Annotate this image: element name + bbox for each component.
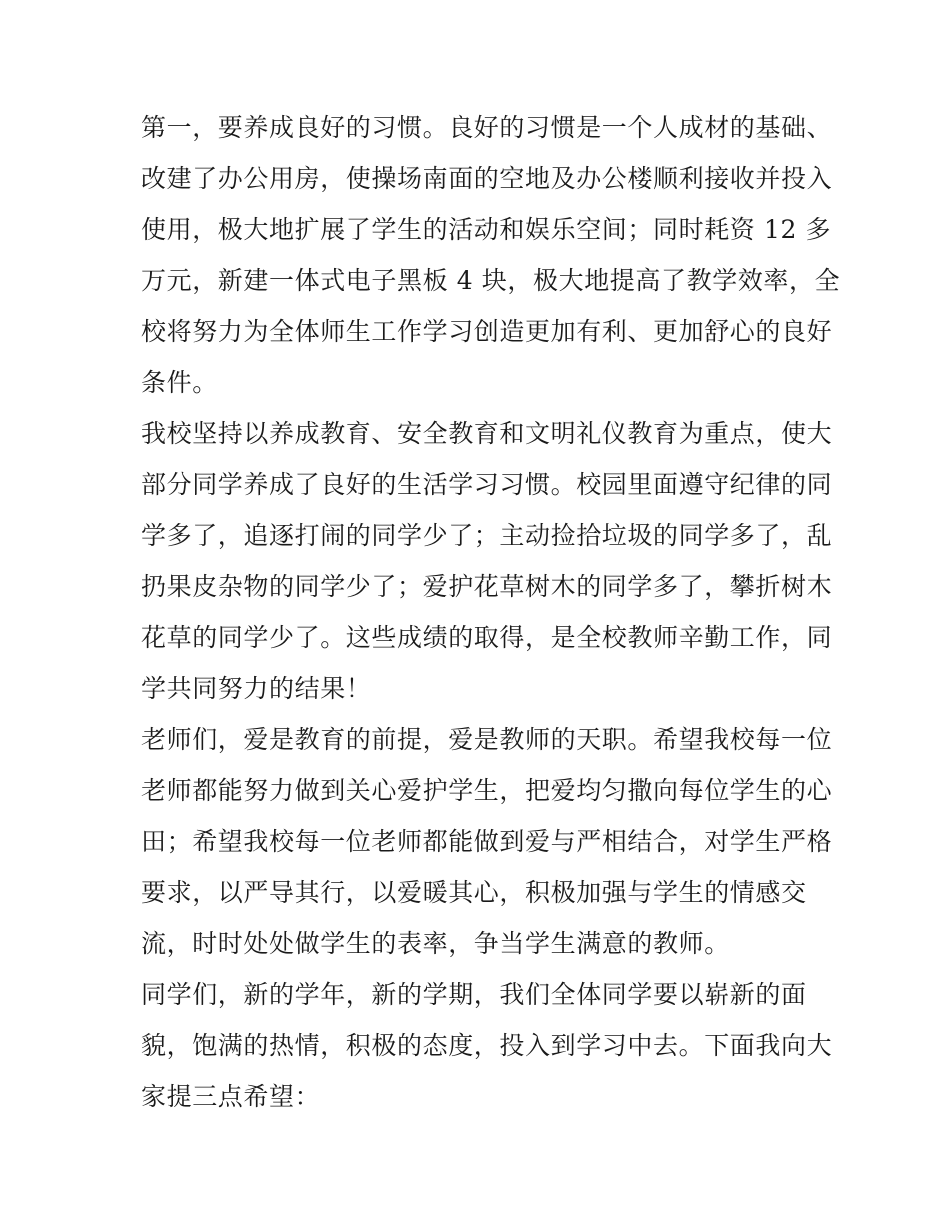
- text-line: 流，时时处处做学生的表率，争当学生满意的教师。: [141, 929, 730, 958]
- text-line: 貌，饱满的热情，积极的态度，投入到学习中去。下面我向大: [141, 1031, 833, 1060]
- text-line: 扔果皮杂物的同学少了；爱护花草树木的同学多了，攀折树木: [141, 572, 833, 601]
- text-line: 老师们，爱是教育的前提，爱是教师的天职。希望我校每一位: [141, 725, 833, 754]
- text-line: 老师都能努力做到关心爱护学生，把爱均匀撒向每位学生的心: [141, 776, 833, 805]
- text-line: 万元，新建一体式电子黑板 4 块，极大地提高了教学效率，全: [141, 266, 841, 295]
- text-line: 条件。: [141, 368, 218, 397]
- text-line: 要求，以严导其行，以爱暖其心，积极加强与学生的情感交: [141, 878, 807, 907]
- text-line: 部分同学养成了良好的生活学习习惯。校园里面遵守纪律的同: [141, 470, 833, 499]
- text-line: 学共同努力的结果！: [141, 674, 372, 703]
- text-line: 田；希望我校每一位老师都能做到爱与严相结合，对学生严格: [141, 827, 833, 856]
- text-line: 使用，极大地扩展了学生的活动和娱乐空间；同时耗资 12 多: [141, 215, 832, 244]
- text-line: 家提三点希望：: [141, 1082, 321, 1111]
- text-line: 校将努力为全体师生工作学习创造更加有利、更加舒心的良好: [141, 317, 833, 346]
- text-line: 学多了，追逐打闹的同学少了；主动捡拾垃圾的同学多了，乱: [141, 521, 833, 550]
- text-line: 同学们，新的学年，新的学期，我们全体同学要以崭新的面: [141, 980, 807, 1009]
- text-line: 我校坚持以养成教育、安全教育和文明礼仪教育为重点，使大: [141, 419, 833, 448]
- text-line: 第一，要养成良好的习惯。良好的习惯是一个人成材的基础、: [141, 113, 833, 142]
- text-line: 改建了办公用房，使操场南面的空地及办公楼顺利接收并投入: [141, 164, 833, 193]
- text-line: 花草的同学少了。这些成绩的取得，是全校教师辛勤工作，同: [141, 623, 833, 652]
